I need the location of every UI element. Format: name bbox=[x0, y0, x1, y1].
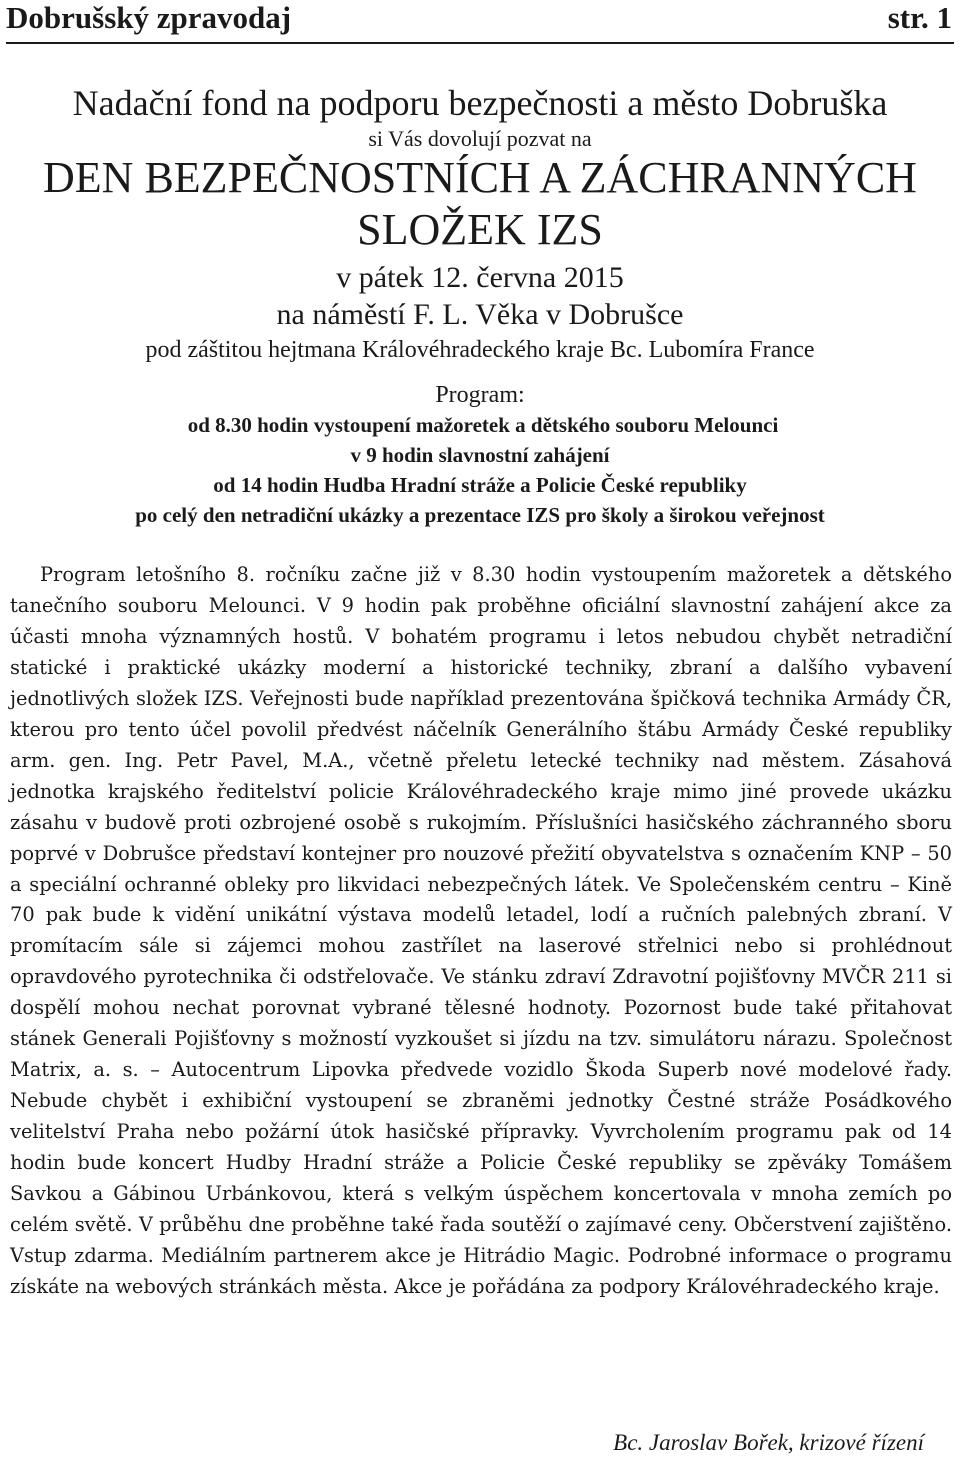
invite-line: si Vás dovolují pozvat na bbox=[368, 126, 592, 151]
event-date: v pátek 12. června 2015 bbox=[336, 261, 624, 294]
program-item: po celý den netradiční ukázky a prezentace IZS pro školy a širokou veřejnost bbox=[135, 503, 825, 527]
program-item: od 8.30 hodin vystoupení mažoretek a dětského souboru Melounci bbox=[187, 413, 779, 437]
fund-title: Nadační fond na podporu bezpečnosti a město Dobruška bbox=[72, 83, 888, 123]
header-rule bbox=[6, 42, 954, 44]
program-item: od 14 hodin Hudba Hradní stráže a Policie České republiky bbox=[213, 473, 747, 497]
page-header bbox=[0, 0, 960, 34]
publication-title: Dobrušský zpravodaj bbox=[6, 0, 292, 35]
event-title-line-2: SLOŽEK IZS bbox=[357, 205, 603, 254]
page-number: str. 1 bbox=[887, 0, 952, 35]
invitation-block bbox=[0, 80, 960, 530]
event-patronage: pod záštitou hejtmana Královéhradeckého kraje Bc. Lubomíra France bbox=[145, 337, 815, 363]
program-label: Program: bbox=[435, 382, 525, 408]
article-body: Program letošního 8. ročníku začne již v 8.30 hodin vystoupením mažoretek a dětského tanečního souboru Melounci. V 9 hodin pak proběhne oficiální slavnostní zahájení akce za účasti mnoha významných hostů. V bohatém programu i letos nebudou chybět netradiční statické i praktické ukázky moderní a historické techniky, zbraní a dalšího vybavení jednotlivých složek IZS. Veřejnosti bude například prezentována špičková technika Armády ČR, kterou pro tento účel povolil předvést náčelník Generálního štábu Armády České republiky arm. gen. Ing. Petr Pavel, M.A., včetně přeletu letecké techniky nad městem. Zásahová jednotka krajského ředitelství policie Královéhradeckého kraje mimo jiné provede ukázku zásahu v budově proti ozbrojené osobě s rukojmím. Příslušníci hasičského záchranného sboru poprvé v Dobrušce představí kontejner pro nouzové přežití obyvatelstva s označením KNP – 50 a speciální ochranné obleky pro likvidaci nebezpečných látek. Ve Společenském centru – Kině 70 pak bude k vidění unikátní výstava modelů letadel, lodí a ručních palebných zbraní. V promítacím sále si zájemci mohou zastřílet na laserové střelnici nebo si prohlédnout opravdového pyrotechnika či odstřelovače. Ve stánku zdraví Zdravotní pojišťovny MVČR 211 si dospělí mohou nechat porovnat vybrané tělesné hodnoty. Pozornost bude také přitahovat stánek Generali Pojišťovny s možností vyzkoušet si jízdu na tzv. simulátoru nárazu. Společnost Matrix, a. s. – Autocentrum Lipovka předvede vozidlo Škoda Superb nové modelové řady. Nebude chybět i exhibiční vystoupení se zbraněmi jednotky Čestné stráže Posádkového velitelství Praha nebo požární útok hasičské přípravky. Vyvrcholením programu pak od 14 hodin bude koncert Hudby Hradní stráže a Policie České republiky se zpěváky Tomášem Savkou a Gábinou Urbánkovou, která s velkým úspěchem koncertovala v mnoha zemích po celém světě. V průběhu dne proběhne také řada soutěží o zajímavé ceny. Občerstvení zajištěno. Vstup zdarma. Mediálním partnerem akce je Hitrádio Magic. Podrobné informace o programu získáte na webových stránkách města. Akce je pořádána za podpory Královéhradeckého kraje. bbox=[10, 563, 952, 1298]
program-item: v 9 hodin slavnostní zahájení bbox=[350, 443, 610, 467]
event-title-line-1: DEN BEZPEČNOSTNÍCH A ZÁCHRANNÝCH bbox=[43, 153, 917, 202]
author-signature: Bc. Jaroslav Bořek, krizové řízení bbox=[613, 1430, 924, 1455]
event-place: na náměstí F. L. Věka v Dobrušce bbox=[276, 298, 684, 331]
program-list bbox=[0, 410, 960, 530]
